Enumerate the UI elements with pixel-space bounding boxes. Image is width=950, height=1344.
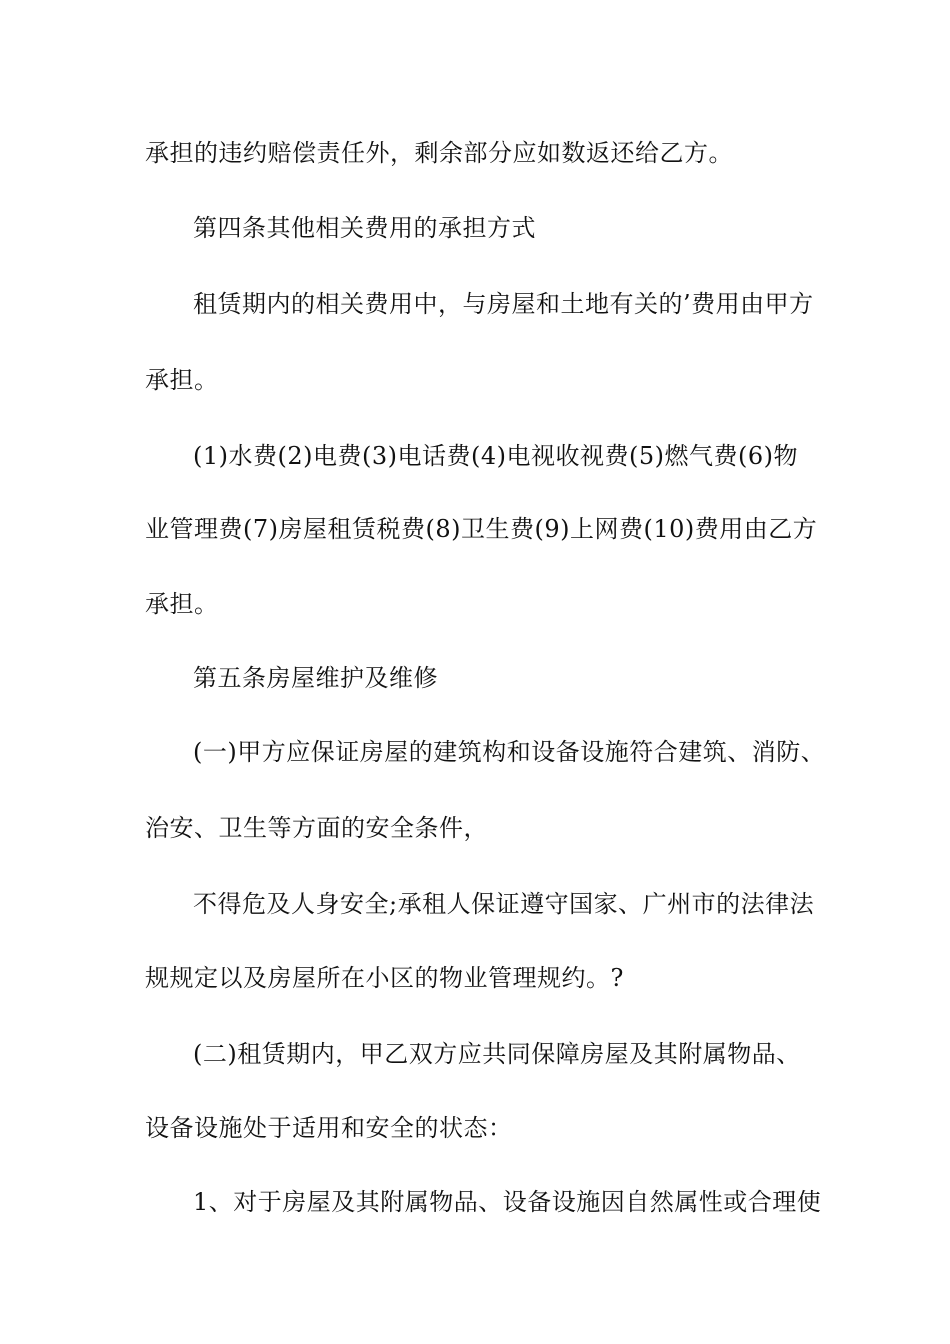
text-line-13: (二)租赁期内，甲乙双方应共同保障房屋及其附属物品、 xyxy=(193,1040,801,1068)
text-line-5: (1)水费(2)电费(3)电话费(4)电视收视费(5)燃气费(6)物 xyxy=(193,442,798,470)
text-line-8-heading: 第五条房屋维护及维修 xyxy=(193,664,438,692)
text-line-9: (一)甲方应保证房屋的建筑构和设备设施符合建筑、消防、 xyxy=(193,738,826,766)
text-line-1: 承担的违约赔偿责任外，剩余部分应如数返还给乙方。 xyxy=(145,139,733,167)
text-line-3: 租赁期内的相关费用中，与房屋和土地有关的’费用由甲方 xyxy=(193,290,814,318)
text-line-12: 规规定以及房屋所在小区的物业管理规约。? xyxy=(145,964,624,992)
text-line-7: 承担。 xyxy=(145,590,219,618)
text-line-14: 设备设施处于适用和安全的状态： xyxy=(145,1114,513,1142)
text-line-6: 业管理费(7)房屋租赁税费(8)卫生费(9)上网费(10)费用由乙方 xyxy=(145,515,818,543)
text-line-2-heading: 第四条其他相关费用的承担方式 xyxy=(193,214,536,242)
text-line-15: 1、对于房屋及其附属物品、设备设施因自然属性或合理使 xyxy=(193,1188,822,1216)
text-line-11: 不得危及人身安全;承租人保证遵守国家、广州市的法律法 xyxy=(193,890,815,918)
text-line-4: 承担。 xyxy=(145,366,219,394)
text-line-10: 治安、卫生等方面的安全条件， xyxy=(145,814,488,842)
